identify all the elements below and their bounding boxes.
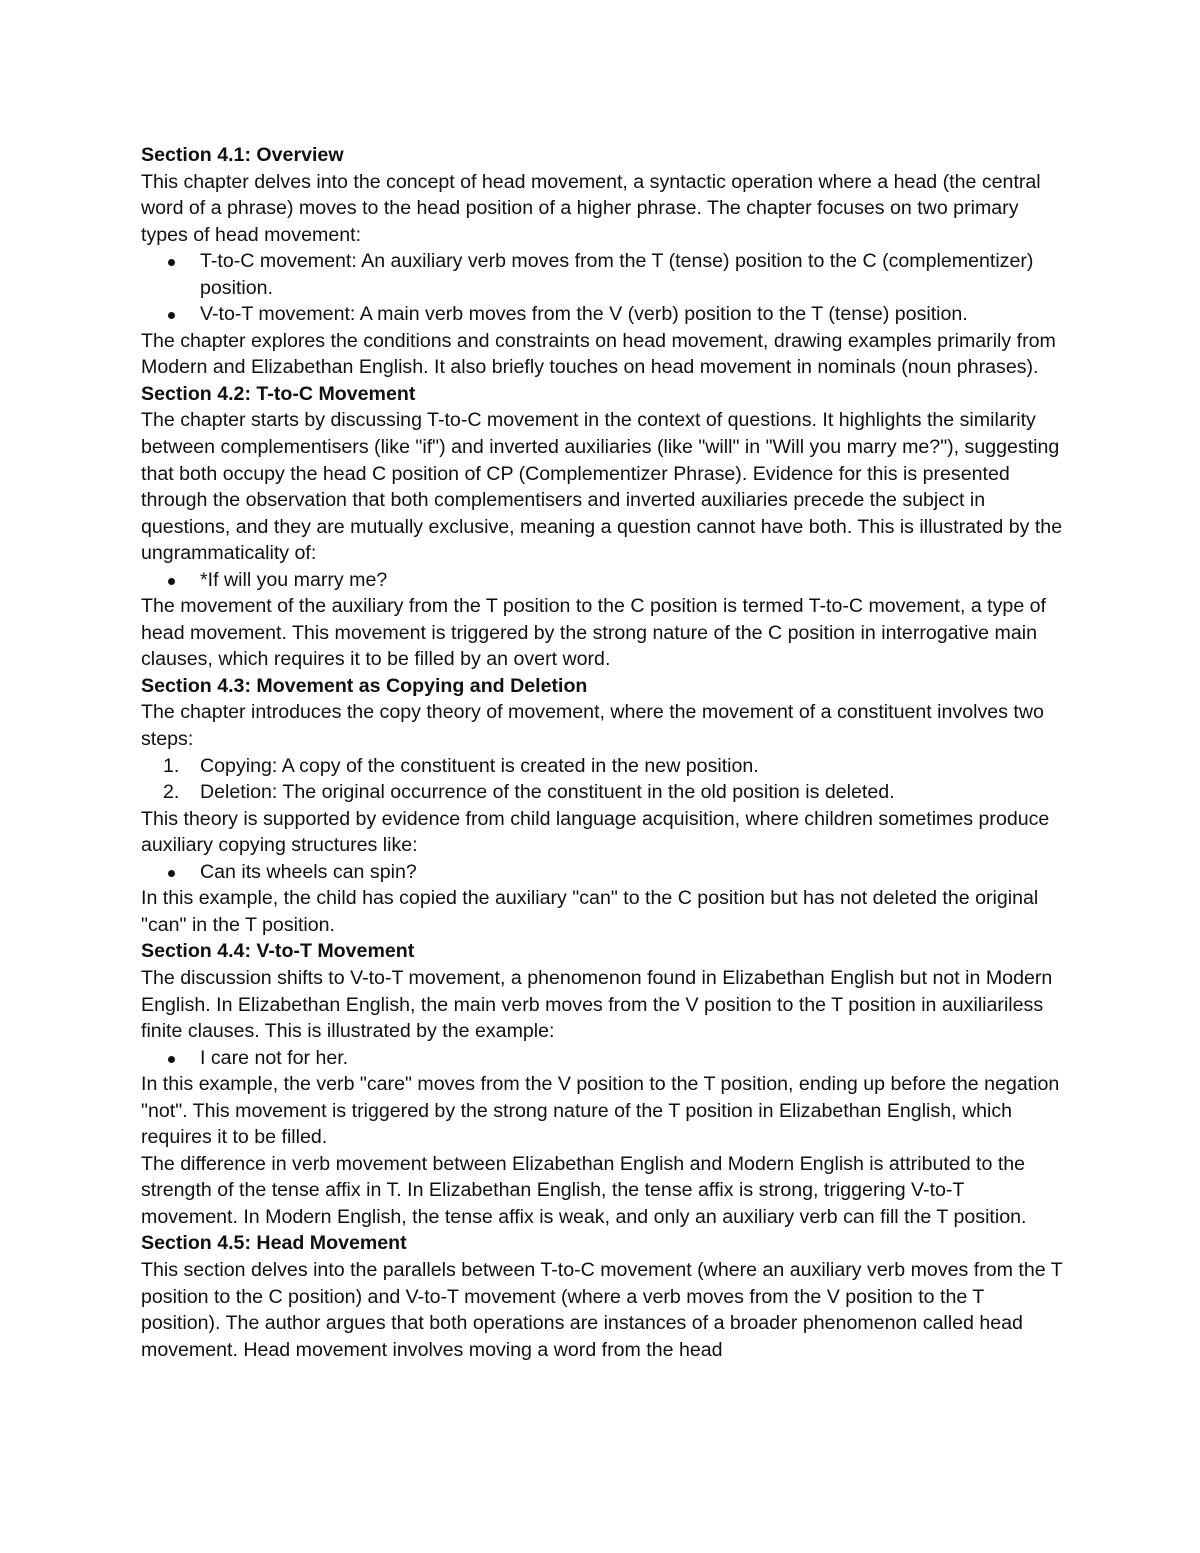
bullet-list	[141, 567, 1066, 594]
paragraph: The chapter explores the conditions and constraints on head movement, drawing examples primarily from Modern and Elizabethan English. It also briefly touches on head movement in nominals (noun phrases).	[141, 329, 1056, 379]
paragraph: The difference in verb movement between Elizabethan English and Modern English is attributed to the strength of the tense affix in T. In Elizabethan English, the tense affix is strong, triggering V-to-T movement. In Modern English, the tense affix is weak, and only an auxiliary verb can fill the T position.	[141, 1152, 1027, 1228]
paragraph: The chapter introduces the copy theory of movement, where the movement of a constituent involves two steps:	[141, 701, 1044, 751]
section-heading: Section 4.1: Overview	[141, 144, 344, 166]
paragraph: The discussion shifts to V-to-T movement, a phenomenon found in Elizabethan English but not in Modern English. In Elizabethan English, the main verb moves from the V position to the T position in auxiliariless finite clauses. This is illustrated by the example:	[141, 966, 1053, 1043]
paragraph: This chapter delves into the concept of head movement, a syntactic operation where a head (the central word of a phrase) moves to the head position of a higher phrase. The chapter focuses on two primary types of head movement:	[141, 170, 1041, 246]
section-heading: Section 4.3: Movement as Copying and Deletion	[141, 674, 588, 697]
list-item: Can its wheels can spin?	[141, 859, 1066, 886]
paragraph: This theory is supported by evidence from child language acquisition, where children sometimes produce auxiliary copying structures like:	[141, 807, 1050, 857]
list-number: 1.	[163, 754, 180, 777]
list-item: V-to-T movement: A main verb moves from the V (verb) position to the T (tense) position.	[141, 301, 1066, 328]
document-page	[141, 142, 1066, 1363]
list-item: I care not for her.	[141, 1045, 1066, 1072]
paragraph: The chapter starts by discussing T-to-C movement in the context of questions. It highlights the similarity between complementisers (like "if") and inverted auxiliaries (like "will" in "Will you marry me?"), suggesting that both occupy the head C position of CP (Complementizer Phrase). Evidence for this is presented through the observation that both complementisers and inverted auxiliaries precede the subject in questions, and they are mutually exclusive, meaning a question cannot have both. This is illustrated by the ungrammaticality of:	[141, 409, 1063, 565]
paragraph: In this example, the verb "care" moves from the V position to the T position, ending up before the negation "not". This movement is triggered by the strong nature of the T position in Elizabethan English, which requires it to be filled.	[141, 1073, 1060, 1149]
bullet-list	[141, 1045, 1066, 1072]
list-item: *If will you marry me?	[141, 567, 1066, 594]
list-item	[141, 779, 1066, 806]
list-item-text: Copying: A copy of the constituent is created in the new position.	[200, 754, 759, 777]
paragraph: This section delves into the parallels between T-to-C movement (where an auxiliary verb moves from the T position to the C position) and V-to-T movement (where a verb moves from the V position to the T position). The author argues that both operations are instances of a broader phenomenon called head movement. Head movement involves moving a word from the head	[141, 1258, 1063, 1361]
paragraph: The movement of the auxiliary from the T position to the C position is termed T-to-C movement, a type of head movement. This movement is triggered by the strong nature of the C position in interrogative main clauses, which requires it to be filled by an overt word.	[141, 595, 1046, 671]
list-item: T-to-C movement: An auxiliary verb moves from the T (tense) position to the C (complementizer) position.	[141, 248, 1066, 301]
bullet-list	[141, 248, 1066, 328]
list-number: 2.	[163, 781, 180, 804]
section-heading: Section 4.5: Head Movement	[141, 1232, 407, 1255]
section-heading: Section 4.2: T-to-C Movement	[141, 382, 416, 405]
paragraph: In this example, the child has copied the auxiliary "can" to the C position but has not deleted the original "can" in the T position.	[141, 887, 1039, 936]
list-item	[141, 753, 1066, 780]
numbered-list	[141, 753, 1066, 806]
bullet-list	[141, 859, 1066, 886]
list-item-text: Deletion: The original occurrence of the constituent in the old position is deleted.	[200, 781, 895, 804]
section-heading: Section 4.4: V-to-T Movement	[141, 940, 415, 963]
